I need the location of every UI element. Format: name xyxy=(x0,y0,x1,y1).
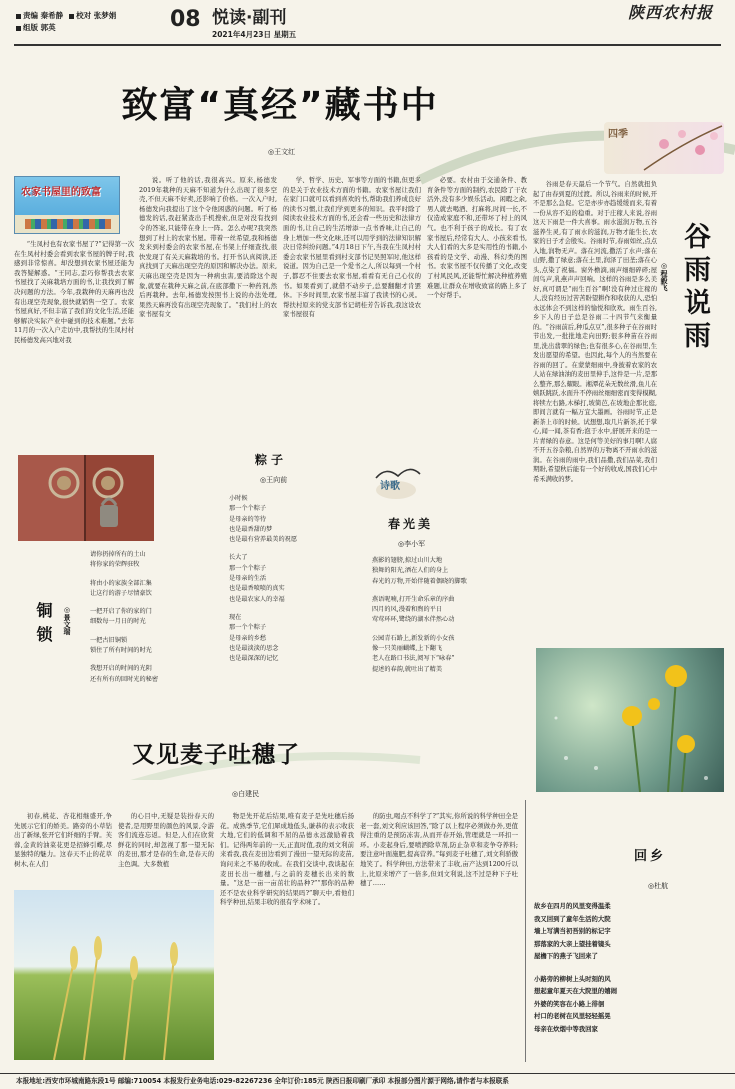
home-poem-title: 回乡 xyxy=(634,849,667,864)
page-number: 08 xyxy=(170,7,201,32)
copper-lock-photo xyxy=(18,455,154,541)
wheat-col4: 的防虫,喝点不科学了?”其实,你所说的科学种田全是老一套,刘文利应该回答,“除了以上程序必须做办外,更值得注重的是预防冻害,从而开春开始,管理就是一环扣一环。小麦起身后,要喷洒除草剂,防止杂草和麦争夺养料;要注意叶面施肥,提高营养。”每到麦子吐穗了,刘文利骄傲地笑了。科学种田,方法带来了丰收,亩产达到1200斤以上,比原来增产了一倍多,但刘文利说,这不过是种下子吐穗了…… xyxy=(360,812,518,888)
yellow-flower-photo xyxy=(536,648,724,792)
zongzi-poem-title: 粽子 xyxy=(255,453,288,467)
four-seasons-banner xyxy=(604,122,724,174)
copper-lock-title: 铜锁 xyxy=(34,602,53,650)
home-poem-author: ◎杜航 xyxy=(648,882,669,890)
column-divider xyxy=(525,800,526,1062)
blossom-icon xyxy=(604,122,724,174)
main-article-col4: 必要。农村由于交通条件、教育条件等方面的制约,农民除了干农活外,没有多少娱乐活动。闲暇之余,男人就去喝酒、打麻将,时间一长,不仅造成家庭不和,还带坏了村上的风气。也不利于孩子的成长。有了农家书屋后,经常有大人、小孩来看书,大人们看的大多是实用性的书籍,小孩看的是文学、动漫、科幻类的图书。农家书屋不仅传播了文化,改变了村风民风,还能帮忙解决种植养殖难题,让群众在增收致富的路上多了一个好帮手。 xyxy=(427,176,527,300)
spring-rain-title: 谷雨说雨 xyxy=(679,222,710,354)
book-house-banner xyxy=(14,176,120,234)
main-article-col1: “生凤村也有农家书屋了?”记得第一次在生凤村村委会看到农家书屋的牌子时,我感到非常惊喜。却没想到农家书屋还能为我答疑解惑。“王同志,歪巧你帮我去农家书屋找了关麻栽培方面的书,让我找到了解决问题的方法。今年,我栽种的天麻再也没有出现空壳现象,很快就销售一空了。农家书屋真好,不但丰富了我们的文化生活,还能够解决实际产业中碰到的技术难题。”去年11月的一次入户走访中,我帮扶的生凤村村民杨德发高兴地对我 xyxy=(14,240,134,344)
main-article-col2: 说。听了他的话,我很高兴。原来,杨德发2019年栽种的天麻不知道为什么出现了很多空壳,不但天麻不好卖,还影响了价格。一次入户时,杨德发向我提出了这个令他困惑的问题。听了杨德发的话,我赶紧查出手机搜索,但是对没有找到令的答案,只能带在身上一阵。怎么办呢?我突然想到了村上的农家书屋。带着一丝希望,我和杨德发来到村委会的农家书屋,在书架上仔细查找,很快发现了有关天麻栽培的书。打开书认真阅读,还真找到了天麻出现空壳的原因和解决办法。原来,天麻出现空壳是因为一种病虫害,要消除这个现象,就要在栽种天麻之前,在底部撒下一种药剂,然后再栽种。去年,杨德发按照书上说的办法处理,果然天麻再没有出现空壳现象了。“我们村上的农家书屋有文 xyxy=(139,176,277,319)
swallow-icon xyxy=(368,458,438,504)
zongzi-poem-body: 小时候 那一个个粽子 是母亲的等待 也是最香甜的梦 也是最有营养最美的祝愿 长大了 那一个个粽子 是母亲的生活 也是最香喷喷的真实 也是最农家人的幸福 现在 那一个个粽子 是母亲的乡愁 也是最淡淡的思念 也是最深深的记忆 xyxy=(229,495,298,663)
books-icon xyxy=(25,219,111,229)
newspaper-name: 陕西农村报 xyxy=(627,3,713,22)
editor-credits xyxy=(16,10,122,34)
section-title: 悦读·副刊 xyxy=(212,8,287,28)
wheat-headline: 又见麦子吐穗了 xyxy=(132,742,300,768)
wheat-field-photo xyxy=(14,890,214,1060)
home-poem-body: 故乡在四月的风里变得温柔 我又回到了童年生活的大院 墙上写满当初吾别的标记字 那落家的大亲上望挂着镜头 屋檐下的燕子飞回来了 小路旁的柳树上头时刻的风 想起童年夏天在大院里的嬉闹 外婆的笑容在小路上徘徊 村口的老树在风里轻轻摇晃 母亲在炊烟中等我回家 xyxy=(534,902,618,1033)
banner-text: 农家书屋里的致富 xyxy=(21,187,101,198)
wheat-col2: 的心目中,无疑是装扮春天的使者,是用野里的颜色的风景,令游客们流连忘返。但是,人们在欣赏鲜花的同时,却忽视了那一望无际的麦田,那才是春的生命,是春天的主色调。大多数植 xyxy=(118,812,214,868)
editor-credit: 责编 秦希静 xyxy=(16,10,63,22)
wheat-col1: 初春,桃花、杏花相继盛开,争先展示它们的娇美。路旁的小草钻出了新绿,张开它们纤细的手臂。芙蓉,金黄的油菜花更是招蜂引蝶,尽显独特的魅力。这春天不止的花草树木,在人们 xyxy=(14,812,112,868)
poetry-badge: 诗歌 xyxy=(368,458,438,504)
layout-credit: 组版 郭英 xyxy=(16,22,56,34)
main-headline: 致富“真经”藏书中 xyxy=(121,85,439,126)
wheat-icon xyxy=(14,890,214,1060)
footer-info: 本报地址:西安市环城南路东段1号 邮编:710054 本报发行业务电话:029-82267236 全年订价:185元 陕西日报印刷厂承印 本报部分图片源于网络,请作者与本报联系 xyxy=(0,1073,735,1089)
season-badge: 四季 xyxy=(608,129,628,140)
door-lock-icon xyxy=(18,455,154,541)
zongzi-poem-author: ◎王向前 xyxy=(260,476,288,484)
wheat-byline: ◎白建民 xyxy=(232,790,260,798)
header-rule xyxy=(14,44,721,46)
spring-rain-author: ◎程毅飞 xyxy=(660,262,668,291)
spring-beauty-title: 春光美 xyxy=(388,517,434,531)
main-byline: ◎王文红 xyxy=(268,148,296,156)
wheat-col3: 物是先开花后结果,唯有麦子是先吐穗后扬花。成熟季节,它们犀成地低头,谦恭的表示收获大地,它们的低调和不屈的品德永远激励着我们。记得两年前的一天,正直时值,我的刘文利前来看我,我在麦田边看到了漫田一望无际的麦苗,询问来之不易的收成。在我们交谈中,我谈起在麦田长出一穗穗,与之前的麦穗长出来的数量。“这是一亩一亩茁壮的品种?”“那你的品种还不是农业科学研究的结果吗?”聊天中,看他们科学种田,结果丰收的很有学术味了。 xyxy=(220,812,354,907)
spring-rain-text: 谷雨是春天最后一个节气。自然就扭负起了由春到夏的过渡。所以,谷雨来的时候,开不是那么急促。它是亦步亦趋缓缓而来,有着一份从容不迫的稳重。对于庄稼人来说,谷雨这天下雨是一件大喜事。雨水滋润万物,五谷滋养生灵,有了雨水的滋润,万物才能生长,农家的日子才会殷实。谷雨时节,春雨如丝,点点入地,润物无声。落在河流,撒活了水声;落在山野,撒了绿意;落在土里,润泽了田垄;落在心头,点染了祝福。窗外檐滴,雨声细细碎碎;屋间鸟声,乳燕声声回响。这样的谷雨是多么美好,真可谓是“雨生百谷”啊!没有种过庄稼的人,没有经历过苦苦盼望耕作和收获的人,恐怕永远体会不到这样的愉悦和欣欢。雨生百谷,乡下人的日子总是谷雨二十四节气来衡量的。“谷雨前后,种瓜点豆”,很多种子在谷雨时节出发,一批批地走向田野;很多种苗在谷雨里,洗出翡翠的绿色;也有很多心,在谷雨里,生发出愿望的希望。也因此,每个人的当然要在谷雨的回了。在蒙蒙细雨中,身披着农家的农人站在绿油油的麦田里伸手,这件是一片,是那么整齐,那么耀眼。湘潭花朵无数丝滑,鱼儿在嬉跃跳跃,水面升不停雨丝细细密而变得模糊,将犊左右路,木梯打,坡简芭,在坡地企那比庭,即间言就有一幅万宜大墨画。谷雨时节,正是新茶上市的时候。试想想,取几片新茶,托于掌心,闻一闻,茶有香;泡于水中,舒展开来的是一片青绿的春意。这是何等美好的事月啊!人腐不开五谷杂粮,自然界的万物离不开雨水的滋润。在谷雨的雨中,我们品撒,我们品菜,我们期盼,希望秋后能有一个好的收成,国我们心中希禾满收的梦。 xyxy=(533,181,657,483)
copper-lock-author: ◎景文瑞 xyxy=(63,606,71,635)
spring-beauty-body: 燕影的翅膀,掠过山川大地 独舞的阳光,洒在人们的身上 春光的万物,开始伴随着偶晓的脚歌 燕语呢喃,打开生命乐章的序曲 四月的风,漫着和煦的平日 莺莺环环,鹭绕的湖水伴然心动 公园青石路上,新发新的小女孩 像一只美丽蝴蝶,上下翻飞 老人在路口书法,阅写下“咏春” 提述的春韵,就吐出了精美 xyxy=(372,557,467,673)
proofread-credit: 校对 张梦娟 xyxy=(69,10,116,22)
main-article-col3: 学、哲学、历史、军事等方面的书籍,但更多的是关于农业技术方面的书籍。农家书屋让我们在家门口就可以看到喜欢的书,帮助我们养成良好的读书习惯,让我们学到更多的知识。我平时除了阅读农业技术方面的书,还会看一些历史和法律方面的书,让自己的生活增添一点书香味,让自己的身上增加一些文化味,还可以用学到的法律知识解决日常纠纷问题。”4月18日下午,当我在生凤村村委会农家书屋里看到村支部书记吴照军时,他这样说道。因为自己是一个爱书之人,所以每到一个村子,都忍不住要去农家书屋,看看有无自己心仪的书。如果看到了,就借不动步子,总要翻翻才肯罢休。下乡时间里,农家书屋丰富了我读书的心灵。帮扶村原来的党支部书记胡桂芳告诉我,我这设农家书屋很有 xyxy=(283,176,421,319)
flower-icon xyxy=(536,648,724,792)
copper-lock-body: 请你扔掉所有的土山 将你家的荣辉驻牧 将由小的家族全部汇集 让这行的游子尽情豪饮 一把开启了你的家的门 细数每一月日的时光 一把古旧铜锁 锁住了所有时间的时光 我想开启的时间的光阴 还有所有的回时光的秘密 xyxy=(90,551,159,683)
issue-date: 2021年4月23日 星期五 xyxy=(212,30,297,39)
spring-beauty-author: ◎李小军 xyxy=(398,540,426,548)
